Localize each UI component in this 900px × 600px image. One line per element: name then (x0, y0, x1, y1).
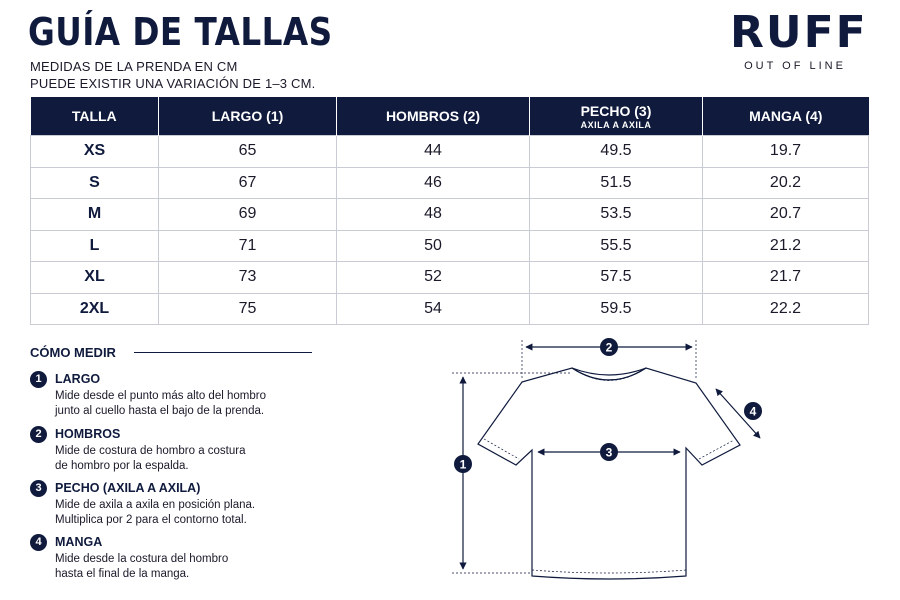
cell-pecho: 57.5 (530, 262, 703, 294)
cell-hombros: 46 (337, 167, 530, 199)
cell-manga: 20.7 (703, 199, 869, 231)
step-desc-line: Multiplica por 2 para el contorno total. (55, 514, 247, 526)
cell-size: XL (31, 262, 159, 294)
size-table (30, 97, 869, 325)
cell-pecho: 49.5 (530, 136, 703, 168)
cell-hombros: 54 (337, 293, 530, 325)
cell-manga: 21.7 (703, 262, 869, 294)
cell-largo: 69 (159, 199, 337, 231)
section-divider (134, 352, 312, 353)
step-description (55, 552, 335, 582)
step-title: HOMBROS (55, 427, 121, 441)
header-label: PECHO (3) (580, 102, 652, 119)
header-largo (159, 97, 337, 136)
brand-name: RUFF (730, 7, 868, 58)
tshirt-measurement-diagram (440, 330, 780, 590)
step-desc-line: Mide de costura de hombro a costura (55, 445, 246, 457)
marker-2-label: 2 (605, 340, 613, 355)
header-pecho (530, 97, 703, 136)
tshirt-icon (478, 368, 740, 579)
cell-largo: 73 (159, 262, 337, 294)
cell-pecho: 59.5 (530, 293, 703, 325)
marker-3-label: 3 (605, 445, 613, 460)
cell-size: L (31, 230, 159, 262)
cell-hombros: 50 (337, 230, 530, 262)
table-row (31, 167, 869, 199)
header-label: TALLA (71, 108, 117, 124)
table-row (31, 199, 869, 231)
table-row (31, 262, 869, 294)
step-title: PECHO (AXILA A AXILA) (55, 481, 201, 495)
step-desc-line: Mide desde la costura del hombro (55, 553, 229, 565)
step-desc-line: Mide de axila a axila en posición plana. (55, 499, 256, 511)
cell-manga: 19.7 (703, 136, 869, 168)
cell-pecho: 53.5 (530, 199, 703, 231)
step-number-badge: 4 (30, 534, 47, 551)
table-row (31, 230, 869, 262)
cell-hombros: 44 (337, 136, 530, 168)
header-hombros (337, 97, 530, 136)
cell-size: M (31, 199, 159, 231)
cell-pecho: 55.5 (530, 230, 703, 262)
marker-4-label: 4 (749, 404, 757, 419)
table-row (31, 136, 869, 168)
step-description (55, 444, 335, 474)
step-desc-line: de hombro por la espalda. (55, 460, 189, 472)
step-number-badge: 3 (30, 480, 47, 497)
cell-largo: 65 (159, 136, 337, 168)
step-desc-line: hasta el final de la manga. (55, 568, 190, 580)
cell-largo: 71 (159, 230, 337, 262)
cell-largo: 75 (159, 293, 337, 325)
header-label: LARGO (1) (211, 108, 284, 124)
step-desc-line: Mide desde el punto más alto del hombro (55, 390, 266, 402)
header-label: MANGA (4) (749, 108, 823, 124)
cell-hombros: 48 (337, 199, 530, 231)
table-header-row (31, 97, 869, 136)
step-title: LARGO (55, 372, 101, 386)
how-to-measure-title: CÓMO MEDIR (30, 345, 116, 360)
header-sublabel: AXILA A AXILA (580, 119, 652, 130)
cell-largo: 67 (159, 167, 337, 199)
brand-logo (730, 7, 868, 72)
cell-manga: 21.2 (703, 230, 869, 262)
cell-manga: 20.2 (703, 167, 869, 199)
subtitle-units: MEDIDAS DE LA PRENDA EN CM (30, 59, 238, 74)
step-number-badge: 1 (30, 371, 47, 388)
step-title: MANGA (55, 535, 103, 549)
step-description (55, 389, 335, 419)
marker-1-label: 1 (459, 457, 467, 472)
cell-pecho: 51.5 (530, 167, 703, 199)
table-row (31, 293, 869, 325)
cell-size: XS (31, 136, 159, 168)
cell-manga: 22.2 (703, 293, 869, 325)
step-number-badge: 2 (30, 426, 47, 443)
step-description (55, 498, 335, 528)
header-label: HOMBROS (2) (385, 108, 481, 124)
cell-size: S (31, 167, 159, 199)
page-title: GUÍA DE TALLAS (28, 10, 333, 54)
header-talla (31, 97, 159, 136)
step-desc-line: junto al cuello hasta el bajo de la prenda. (55, 405, 265, 417)
header-manga (703, 97, 869, 136)
subtitle-variation: PUEDE EXISTIR UNA VARIACIÓN DE 1–3 CM. (30, 76, 316, 91)
cell-size: 2XL (31, 293, 159, 325)
cell-hombros: 52 (337, 262, 530, 294)
brand-tagline: OUT OF LINE (744, 60, 846, 72)
